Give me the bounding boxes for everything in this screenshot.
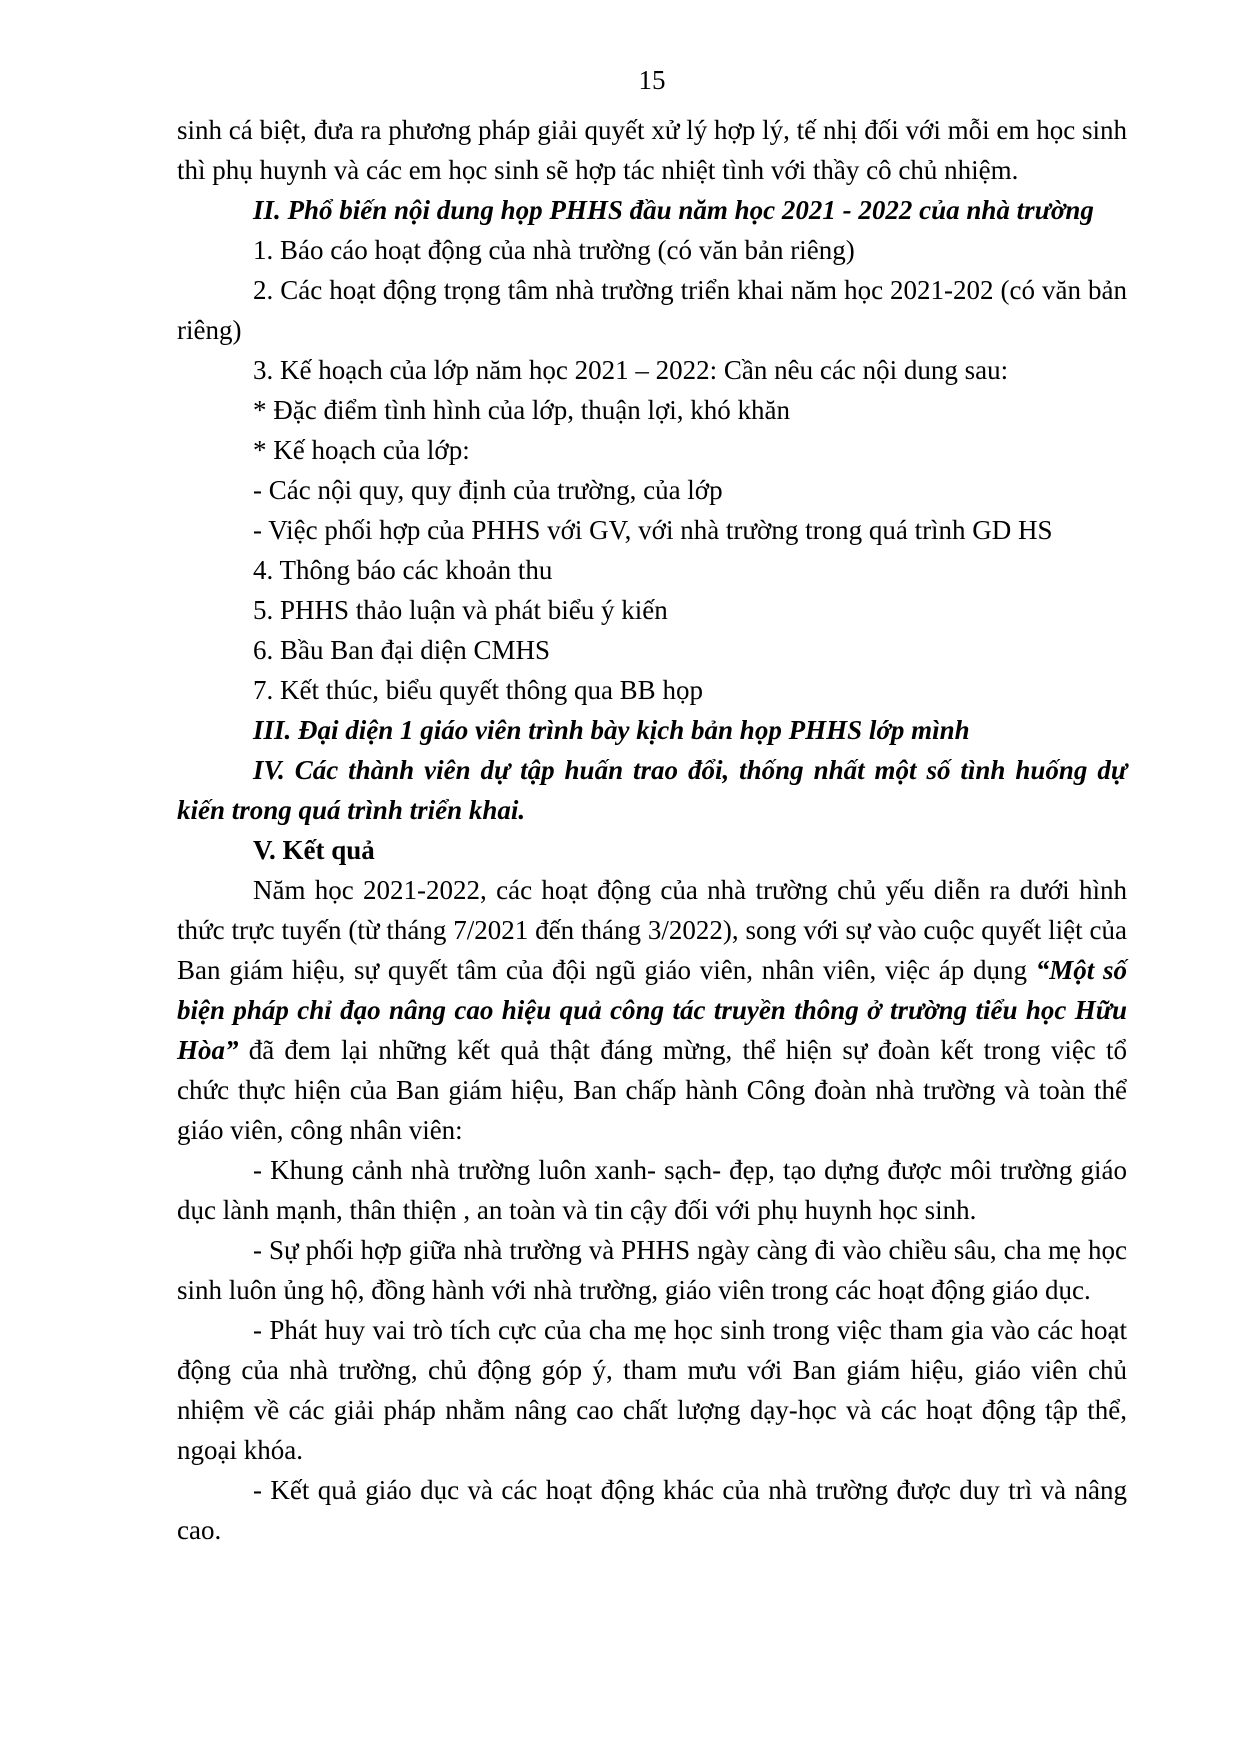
dash-item-coordination: - Việc phối hợp của PHHS với GV, với nhà trường trong quá trình GD HS [253,515,1053,545]
sub-item-class-plan: * Kế hoạch của lớp: [253,435,470,465]
list-item-3: 3. Kế hoạch của lớp năm học 2021 – 2022: Cần nêu các nội dung sau: [253,355,1009,385]
results-title-quote: “Một số biện pháp chỉ đạo nâng cao hiệu quả công tác truyền thông ở trường tiểu học Hữu Hòa” [177,955,1127,1065]
results-text-start: Năm học 2021-2022, các hoạt động của nhà trường chủ yếu diễn ra dưới hình thức trực tuyến (từ tháng 7/2021 đến tháng 3/2022), song với sự vào cuộc quyết liệt của Ban giám hiệu, sự quyết tâm của đội ngũ giáo viên, nhân viên, việc áp dụng [177,875,1127,985]
result-item-environment: - Khung cảnh nhà trường luôn xanh- sạch- đẹp, tạo dựng được môi trường giáo dục lành mạnh, thân thiện , an toàn và tin cậy đối với phụ huynh học sinh. [177,1155,1127,1225]
document-page [177,60,1127,1550]
results-paragraph [177,870,1127,1150]
list-item-4: 4. Thông báo các khoản thu [253,555,553,585]
result-item-parent-role: - Phát huy vai trò tích cực của cha mẹ học sinh trong việc tham gia vào các hoạt động của nhà trường, chủ động góp ý, tham mưu với Ban giám hiệu, giáo viên chủ nhiệm về các giải pháp nhằm nâng cao chất lượng dạy-học và các hoạt động tập thể, ngoại khóa. [177,1315,1127,1465]
sub-item-class-situation: * Đặc điểm tình hình của lớp, thuận lợi, khó khăn [253,395,790,425]
heading-section-2: II. Phổ biến nội dung họp PHHS đầu năm học 2021 - 2022 của nhà trường [253,195,1094,225]
results-text-end: đã đem lại những kết quả thật đáng mừng, thể hiện sự đoàn kết trong việc tổ chức thực hiện của Ban giám hiệu, Ban chấp hành Công đoàn nhà trường và toàn thể giáo viên, công nhân viên: [177,1035,1127,1145]
list-item-5: 5. PHHS thảo luận và phát biểu ý kiến [253,595,668,625]
list-item-6: 6. Bầu Ban đại diện CMHS [253,635,550,665]
result-item-coordination: - Sự phối hợp giữa nhà trường và PHHS ngày càng đi vào chiều sâu, cha mẹ học sinh luôn ủng hộ, đồng hành với nhà trường, giáo viên trong các hoạt động giáo dục. [177,1235,1127,1305]
list-item-2: 2. Các hoạt động trọng tâm nhà trường triển khai năm học 2021-202 (có văn bản riêng) [177,275,1127,345]
heading-section-5: V. Kết quả [253,835,375,865]
list-item-1: 1. Báo cáo hoạt động của nhà trường (có văn bản riêng) [253,235,855,265]
dash-item-rules: - Các nội quy, quy định của trường, của lớp [253,475,723,505]
page-number: 15 [638,65,666,95]
paragraph-continuation: sinh cá biệt, đưa ra phương pháp giải quyết xử lý hợp lý, tế nhị đối với mỗi em học sinh thì phụ huynh và các em học sinh sẽ hợp tác nhiệt tình với thầy cô chủ nhiệm. [177,115,1127,185]
heading-section-3: III. Đại diện 1 giáo viên trình bày kịch bản họp PHHS lớp mình [253,715,970,745]
heading-section-4: IV. Các thành viên dự tập huấn trao đổi, thống nhất một số tình huống dự kiến trong quá trình triển khai. [177,755,1127,825]
list-item-7: 7. Kết thúc, biểu quyết thông qua BB họp [253,675,703,705]
result-item-education: - Kết quả giáo dục và các hoạt động khác của nhà trường được duy trì và nâng cao. [177,1475,1127,1545]
